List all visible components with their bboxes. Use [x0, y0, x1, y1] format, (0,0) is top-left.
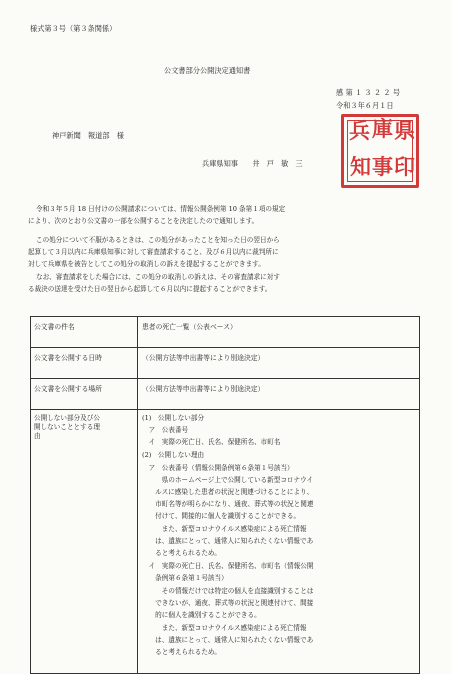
addressee: 神戸新聞 報道部 様 — [52, 131, 124, 140]
value-undisclosed-reason: (1) 公開しない部分 ア 公表番号 イ 実際の死亡日、氏名、保健所名、市町名 (2) 公開しない理由 ア 公表番号（情報公開条例第６条第１号該当） 県のホームページ上で公開している新型コロナウイ ルスに感染した患者の状況と関連づけることにより、 市町名等が明らかになり、通夜、葬式等の状況と関連 付けて、間接的に個人を識別することができる。 また、新型コロナウイルス感染症による死亡情報 は、遺族にとって、通常人に知られたくない情報であ ると考えられるため。 イ 実際の死亡日、氏名、保健所名、市町名（情報公開 条例第６条第１号該当） その情報だけでは特定の個人を直接識別することは できないが、通夜、葬式等の状況と関連付けて、間接 的に個人を識別することができる。 また、新型コロナウイルス感染症による死亡情報 は、遺族にとって、通常人に知られたくない情報であ ると考えられるため。 — [138, 410, 420, 674]
document-date: 令和３年６月１日 — [336, 101, 394, 110]
value-disclosure-place: （公開方法等申出書等により別途決定） — [138, 379, 420, 410]
label-document-name: 公文書の件名 — [31, 317, 138, 348]
paragraph-appeal: この処分について不服があるときは、この処分があったことを知った日の翌日から 起算して３月以内に兵庫県知事に対して審査請求すること、及び６月以内に裁判所に 対して兵庫県を被告としてこの処分の取消しの訴えを提起することができます。 なお、審査請求をした場合には、この処分の取消しの訴えは、その審査請求に対す る裁決の送達を受けた日の翌日から起算して６月以内に提起することができます。 — [28, 236, 280, 293]
issuer: 兵庫県知事 井 戸 敏 三 — [202, 159, 303, 168]
table-row — [31, 379, 420, 410]
table-row — [31, 317, 420, 348]
label-disclosure-place: 公文書を公開する場所 — [31, 379, 138, 410]
disclosure-table — [30, 316, 420, 674]
table-row — [31, 348, 420, 379]
label-disclosure-date: 公文書を公開する日時 — [31, 348, 138, 379]
value-disclosure-date: （公開方法等申出書等により別途決定） — [138, 348, 420, 379]
form-number: 様式第３号（第３条関係） — [30, 24, 117, 33]
label-undisclosed-reason: 公開しない部分及び公 開しないこととする理 由 — [31, 410, 138, 674]
document-number: 感 第 １ ３ ２ ２ 号 — [336, 88, 401, 97]
paragraph-notice: 令和３年５月 18 日付けの公開請求については、情報公開条例第 10 条第１項の規定 により、次のとおり公文書の一部を公開することを決定したので通知します。 — [28, 205, 286, 226]
official-seal: 兵 庫 県 知 事 印 — [341, 114, 419, 188]
value-document-name: 患者の死亡一覧（公表ベース） — [138, 317, 420, 348]
document-title: 公文書部分公開決定通知書 — [164, 66, 251, 75]
table-row — [31, 410, 420, 674]
